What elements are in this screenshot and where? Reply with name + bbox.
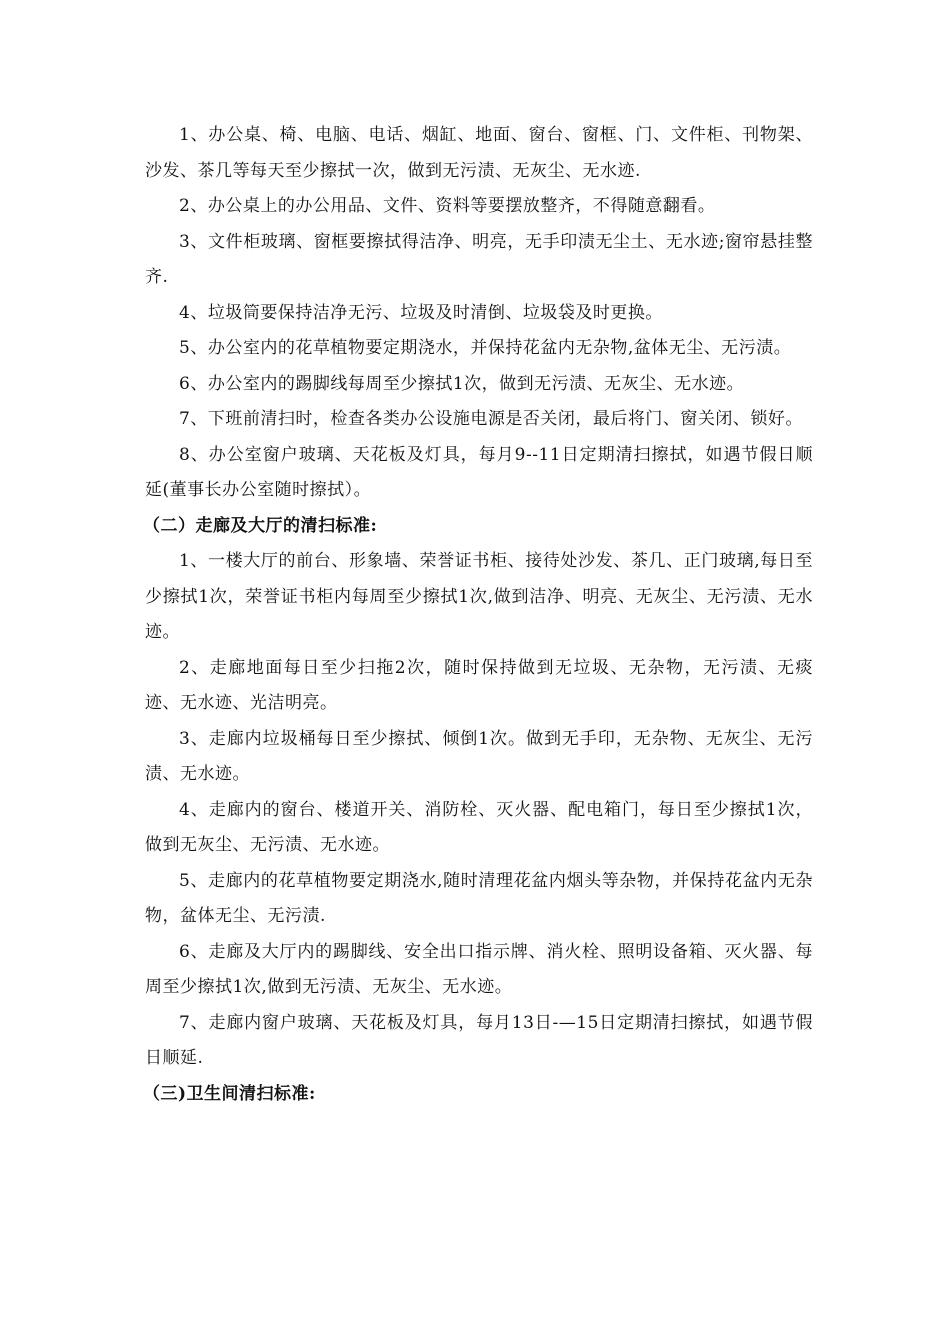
corridor-item-5: 5、走廊内的花草植物要定期浇水,随时清理花盆内烟头等杂物，并保持花盆内无杂物，盆体无尘、无污渍. [145,870,813,926]
office-item-6: 6、办公室内的踢脚线每周至少擦拭1次，做到无污渍、无灰尘、无水迹。 [179,373,745,394]
office-item-5: 5、办公室内的花草植物要定期浇水，并保持花盆内无杂物,盆体无尘、无污渍。 [179,338,792,358]
corridor-item-6: 6、走廊及大厅内的踢脚线、安全出口指示牌、消火栓、照明设备箱、灭火器、每周至少擦拭1次,做到无污渍、无灰尘、无水迹。 [145,941,813,997]
office-item-8: 8、办公室窗户玻璃、天花板及灯具，每月9--11日定期清扫擦拭，如遇节假日顺延(董事长办公室随时擦拭）。 [145,444,813,500]
office-item-4: 4、垃圾筒要保持洁净无污、垃圾及时清倒、垃圾袋及时更换。 [179,302,663,323]
office-item-2: 2、办公桌上的办公用品、文件、资料等要摆放整齐，不得随意翻看。 [179,196,716,216]
office-item-7: 7、下班前清扫时，检查各类办公设施电源是否关闭，最后将门、窗关闭、锁好。 [179,409,803,429]
corridor-item-4: 4、走廊内的窗台、楼道开关、消防栓、灭火器、配电箱门，每日至少擦拭1次，做到无灰尘、无污渍、无水迹。 [145,799,813,855]
office-item-1: 1、办公桌、椅、电脑、电话、烟缸、地面、窗台、窗框、门、文件柜、刊物架、沙发、茶几等每天至少擦拭一次，做到无污渍、无灰尘、无水迹. [145,125,813,181]
section-heading-restroom: （三)卫生间清扫标准: [143,1083,316,1104]
office-item-3: 3、文件柜玻璃、窗框要擦拭得洁净、明亮，无手印渍无尘土、无水迹;窗帘悬挂整齐. [145,231,813,287]
corridor-item-1: 1、一楼大厅的前台、形象墙、荣誉证书柜、接待处沙发、茶几、正门玻璃,每日至少擦拭1次，荣誉证书柜内每周至少擦拭1次,做到洁净、明亮、无灰尘、无污渍、无水迹。 [145,551,813,642]
corridor-item-7: 7、走廊内窗户玻璃、天花板及灯具，每月13日-—15日定期清扫擦拭，如遇节假日顺延. [145,1012,813,1068]
section-heading-corridor: （二）走廊及大厅的清扫标准: [143,515,378,536]
corridor-item-2: 2、走廊地面每日至少扫拖2次，随时保持做到无垃圾、无杂物，无污渍、无痰迹、无水迹、光洁明亮。 [145,657,813,713]
corridor-item-3: 3、走廊内垃圾桶每日至少擦拭、倾倒1次。做到无手印，无杂物、无灰尘、无污渍、无水迹。 [145,728,813,784]
document-body [145,118,813,1112]
